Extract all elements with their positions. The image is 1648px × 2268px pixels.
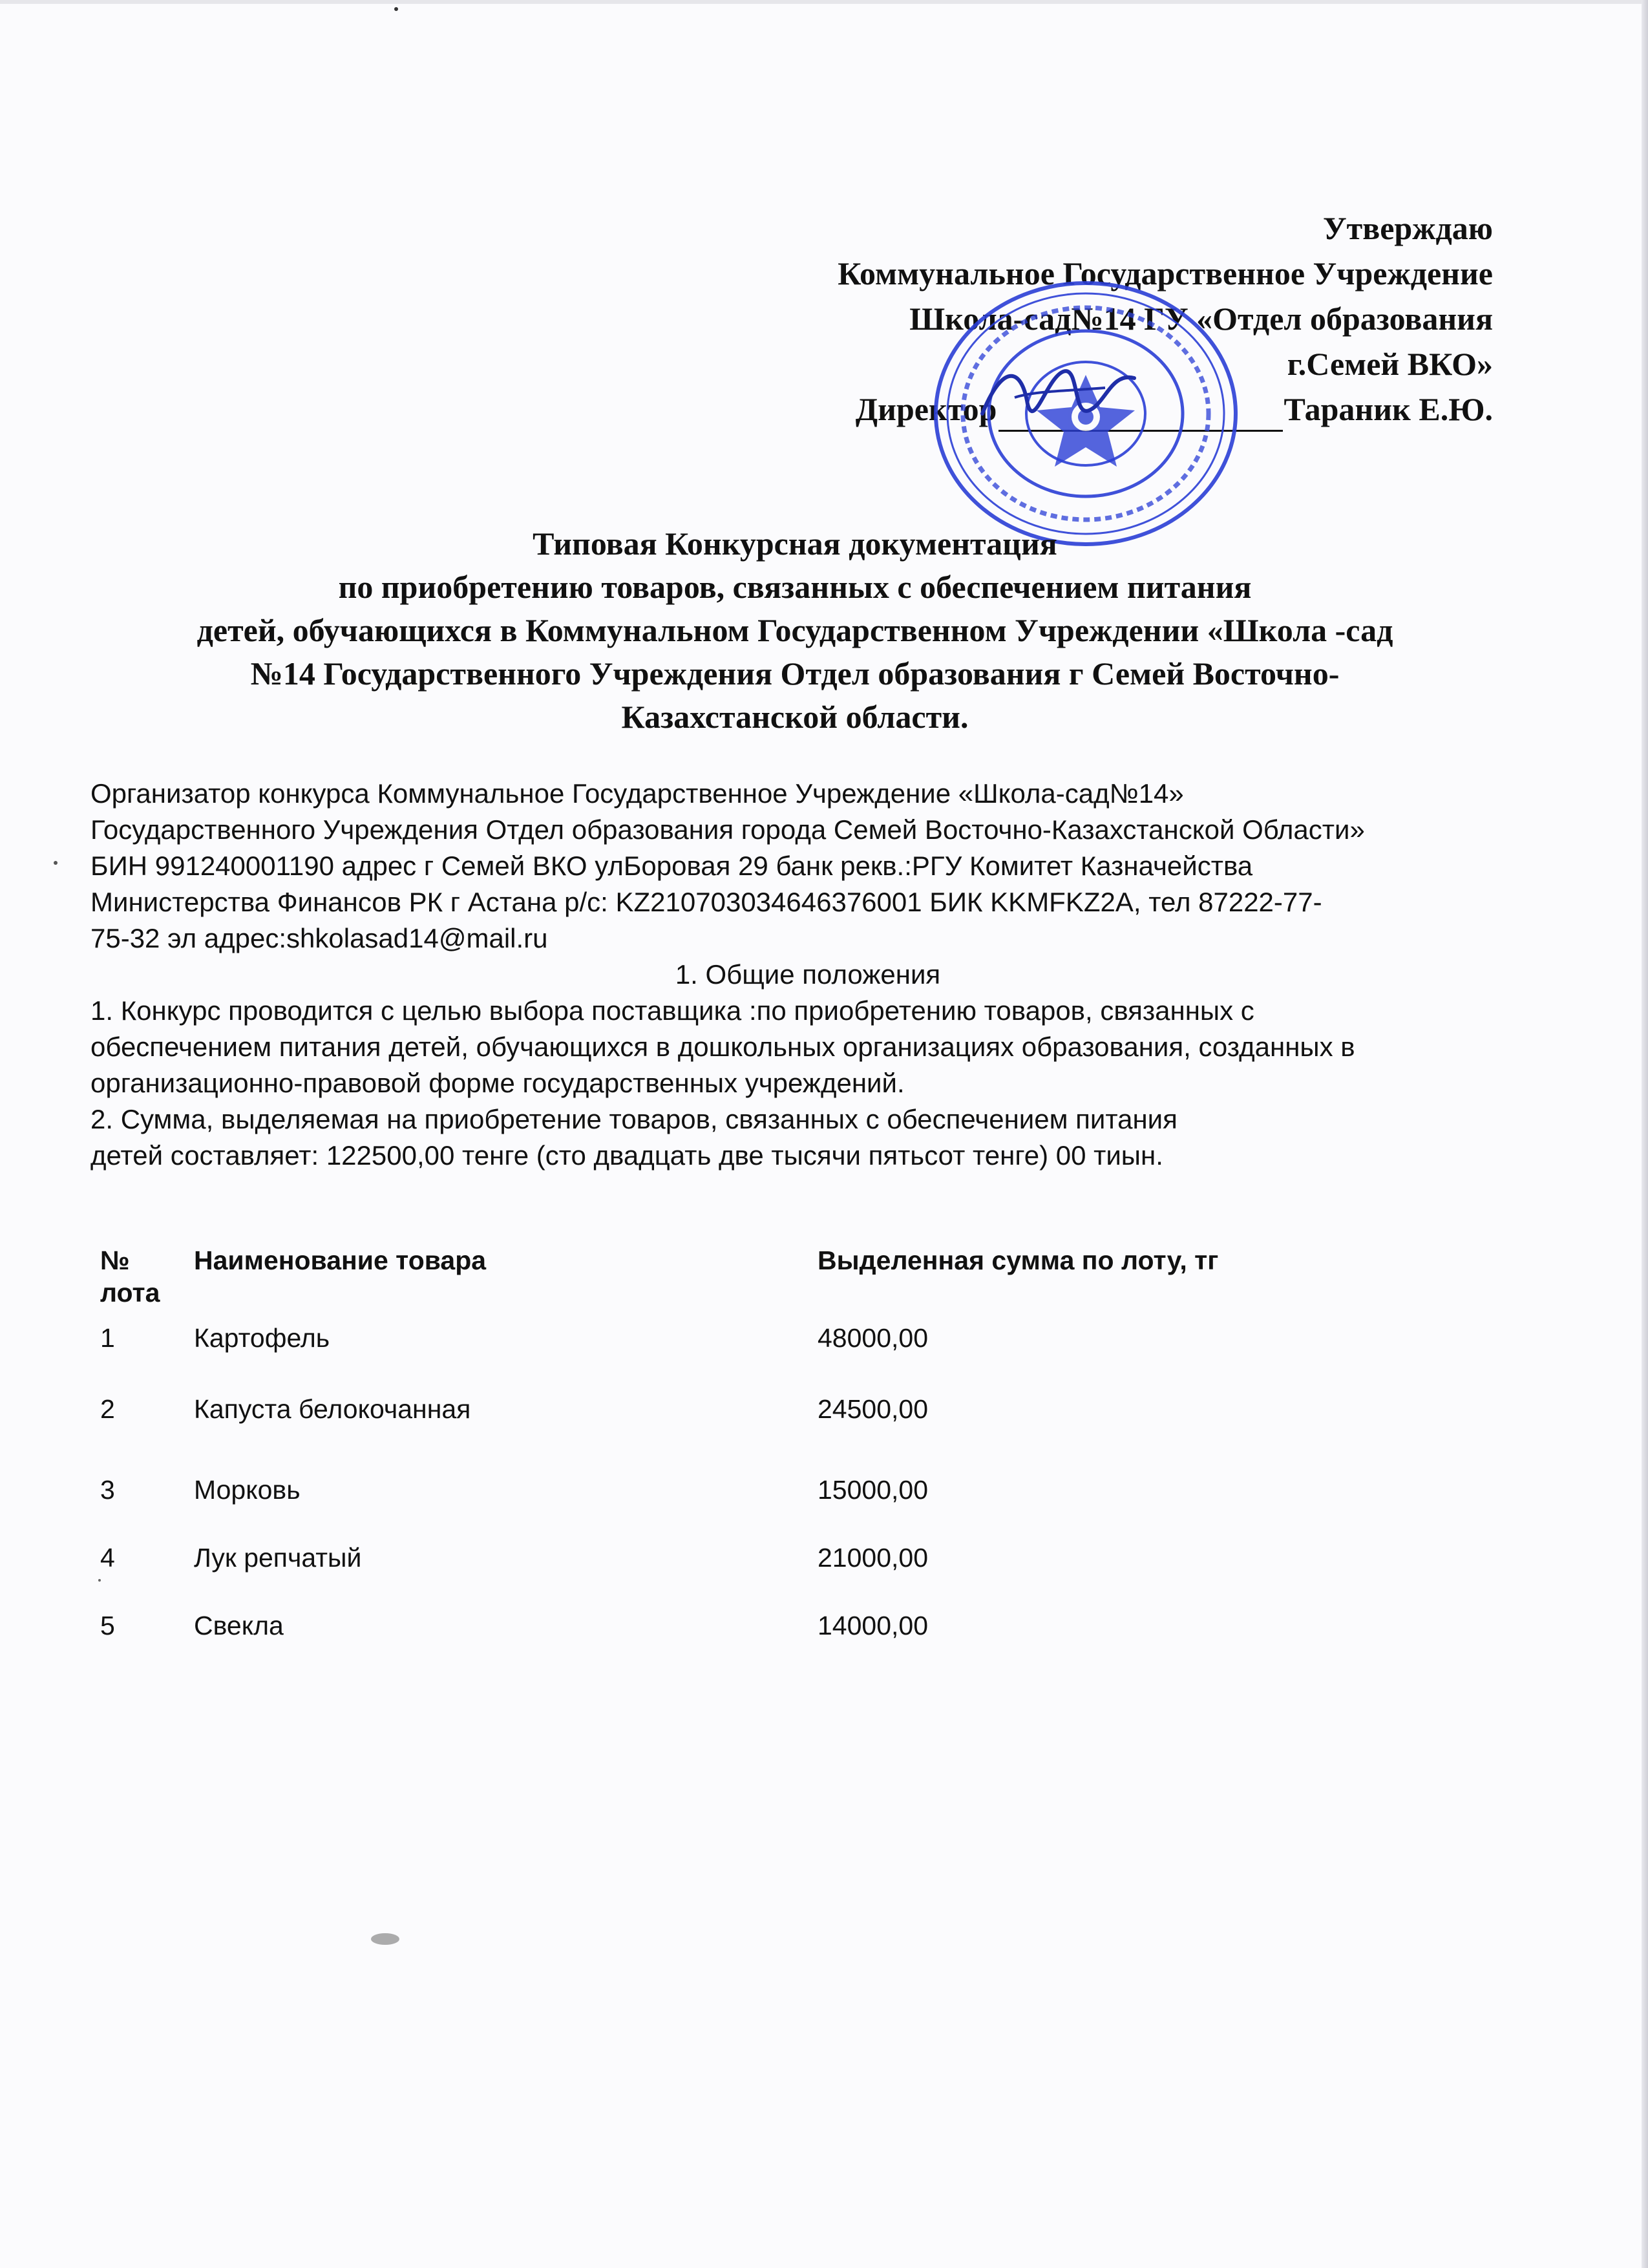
para1-line3: организационно-правовой форме государственных учреждений. bbox=[90, 1068, 905, 1098]
approval-line4: г.Семей ВКО» bbox=[1287, 346, 1493, 382]
para1-line2: обеспечением питания детей, обучающихся в дошкольных организациях образования, созданных в bbox=[90, 1032, 1355, 1062]
title-line1: Типовая Конкурсная документация bbox=[533, 525, 1057, 562]
table-row bbox=[94, 1542, 1322, 1609]
lot-number: 4 bbox=[100, 1543, 115, 1573]
title-line5: Казахстанской области. bbox=[621, 699, 969, 735]
product-name: Морковь bbox=[194, 1475, 301, 1505]
para1-line1: 1. Конкурс проводится с целью выбора поставщика :по приобретению товаров, связанных с bbox=[90, 995, 1254, 1026]
director-name: Тараник Е.Ю. bbox=[1284, 391, 1493, 427]
header-lot-number: № лота bbox=[100, 1245, 160, 1308]
lots-table bbox=[94, 1244, 1322, 1680]
lot-sum: 21000,00 bbox=[818, 1543, 929, 1573]
para2-line2: детей составляет: 122500,00 тенге (сто двадцать две тысячи пятьсот тенге) 00 тиын. bbox=[90, 1140, 1163, 1171]
document-title bbox=[65, 522, 1525, 739]
header-allocated-sum: Выделенная сумма по лоту, тг bbox=[818, 1245, 1219, 1275]
lot-sum: 48000,00 bbox=[818, 1323, 929, 1353]
para2-line1: 2. Сумма, выделяемая на приобретение товаров, связанных с обеспечением питания bbox=[90, 1104, 1178, 1134]
organizer-info bbox=[90, 776, 1525, 957]
approval-line3: Школа-сад№14 ГУ «Отдел образования bbox=[909, 301, 1493, 337]
product-name: Свекла bbox=[194, 1611, 284, 1640]
title-line2: по приобретению товаров, связанных с обеспечением питания bbox=[338, 569, 1252, 605]
organizer-line5: 75-32 эл адрес:shkolasad14@mail.ru bbox=[90, 923, 548, 953]
lot-sum: 24500,00 bbox=[818, 1394, 929, 1424]
table-header bbox=[94, 1244, 1322, 1322]
organizer-line4: Министерства Финансов РК г Астана р/с: KZ210703034646376001 БИК KKMFKZ2A, тел 87222-77- bbox=[90, 887, 1322, 917]
approval-line1: Утверждаю bbox=[1322, 210, 1493, 246]
lot-number: 5 bbox=[100, 1611, 115, 1640]
lot-number: 3 bbox=[100, 1475, 115, 1505]
section-general bbox=[90, 957, 1525, 1174]
organizer-line3: БИН 991240001190 адрес г Семей ВКО улБоровая 29 банк рекв.:РГУ Комитет Казначейства bbox=[90, 851, 1253, 881]
lot-sum: 15000,00 bbox=[818, 1475, 929, 1505]
table-row bbox=[94, 1322, 1322, 1393]
table-row bbox=[94, 1609, 1322, 1680]
lot-sum: 14000,00 bbox=[818, 1611, 929, 1640]
title-line3: детей, обучающихся в Коммунальном Государственном Учреждении «Школа -сад bbox=[196, 612, 1393, 648]
organizer-line1: Организатор конкурса Коммунальное Государственное Учреждение «Школа-сад№14» bbox=[90, 778, 1184, 809]
table-row bbox=[94, 1393, 1322, 1474]
director-label: Директор bbox=[855, 391, 997, 427]
product-name: Лук репчатый bbox=[194, 1543, 362, 1573]
approval-line2: Коммунальное Государственное Учреждение bbox=[838, 255, 1493, 291]
handwritten-signature bbox=[976, 352, 1144, 436]
title-line4: №14 Государственного Учреждения Отдел образования г Семей Восточно- bbox=[250, 655, 1340, 692]
product-name: Картофель bbox=[194, 1323, 330, 1353]
table-row bbox=[94, 1474, 1322, 1542]
section-heading: 1. Общие положения bbox=[675, 959, 941, 990]
header-product-name: Наименование товара bbox=[194, 1245, 487, 1275]
lot-number: 2 bbox=[100, 1394, 115, 1424]
lot-number: 1 bbox=[100, 1323, 115, 1353]
scan-top-edge bbox=[0, 0, 1648, 4]
product-name: Капуста белокочанная bbox=[194, 1394, 471, 1424]
scan-right-edge bbox=[1642, 0, 1648, 2268]
organizer-line2: Государственного Учреждения Отдел образования города Семей Восточно-Казахстанской Области» bbox=[90, 814, 1365, 845]
